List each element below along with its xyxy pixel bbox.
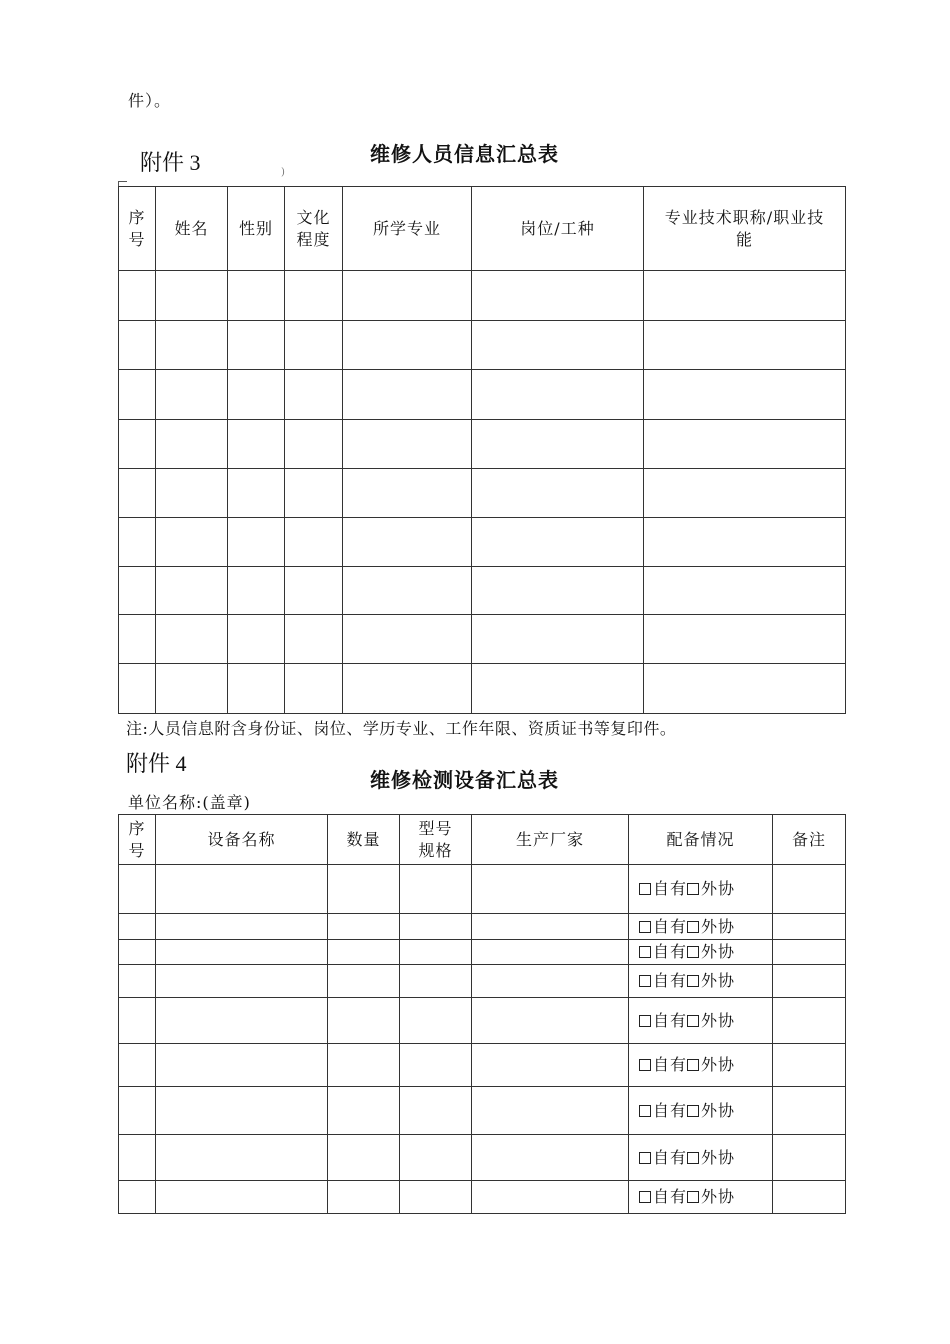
configuration-cell [629, 1135, 773, 1181]
owned-option-label: 自有 [653, 1100, 688, 1120]
table-row [119, 914, 846, 940]
table-cell [285, 469, 343, 518]
table-cell [472, 615, 644, 664]
owned-option-label: 自有 [653, 942, 688, 961]
owned-checkbox[interactable] [639, 1191, 651, 1203]
owned-option-label: 自有 [653, 1187, 688, 1206]
table-row [119, 271, 846, 321]
table-cell [644, 420, 846, 469]
configuration-cell [629, 1181, 773, 1214]
table-cell [156, 271, 228, 321]
header-major: 所学专业 [343, 187, 472, 271]
table-cell [119, 1087, 156, 1135]
table-cell [773, 1044, 846, 1087]
table-row [119, 1044, 846, 1087]
table-row [119, 1135, 846, 1181]
table-cell [228, 664, 285, 714]
header-model-spec: 型号 规格 [400, 815, 472, 865]
equipment-table [118, 814, 846, 1214]
table-cell [472, 1044, 629, 1087]
table-cell [156, 965, 328, 998]
table-cell [156, 1044, 328, 1087]
table-cell [343, 664, 472, 714]
table-cell [228, 271, 285, 321]
owned-option-label: 自有 [653, 1010, 688, 1030]
table-cell [156, 370, 228, 420]
table-cell [343, 420, 472, 469]
table-row [119, 664, 846, 714]
header-quantity: 数量 [328, 815, 400, 865]
table-cell [343, 321, 472, 370]
attachment-3-title: 维修人员信息汇总表 [370, 142, 559, 166]
owned-option-label: 自有 [653, 1147, 688, 1167]
table-cell [328, 1087, 400, 1135]
table-cell [285, 567, 343, 615]
table-cell [644, 615, 846, 664]
table-cell [156, 914, 328, 940]
table-cell [343, 271, 472, 321]
table-cell [644, 664, 846, 714]
table-cell [156, 567, 228, 615]
table-cell [119, 865, 156, 914]
table-cell [328, 865, 400, 914]
outsourced-option-label: 外协 [701, 1147, 736, 1167]
table-cell [343, 469, 472, 518]
table-cell [156, 940, 328, 965]
table-cell [285, 321, 343, 370]
table-cell [285, 615, 343, 664]
owned-checkbox[interactable] [639, 1105, 651, 1117]
table-row [119, 998, 846, 1044]
table-cell [156, 469, 228, 518]
table-cell [400, 940, 472, 965]
personnel-header-row [119, 187, 846, 271]
table-cell [472, 420, 644, 469]
table-cell [328, 998, 400, 1044]
header-seq: 序 号 [119, 187, 156, 271]
table-cell [400, 998, 472, 1044]
table-cell [773, 965, 846, 998]
table-cell [328, 1181, 400, 1214]
table-cell [119, 1044, 156, 1087]
table-cell [228, 615, 285, 664]
table-cell [285, 271, 343, 321]
table-cell [472, 469, 644, 518]
table-row [119, 567, 846, 615]
owned-checkbox[interactable] [639, 921, 651, 933]
table-cell [773, 940, 846, 965]
table-cell [228, 469, 285, 518]
table-cell [644, 271, 846, 321]
configuration-cell [629, 998, 773, 1044]
table-cell [472, 370, 644, 420]
header-professional-title: 专业技术职称/职业技 能 [644, 187, 846, 271]
owned-checkbox[interactable] [639, 975, 651, 987]
owned-checkbox[interactable] [639, 1059, 651, 1071]
owned-option-label: 自有 [653, 1055, 688, 1074]
table-cell [400, 1087, 472, 1135]
table-cell [119, 1135, 156, 1181]
outsourced-checkbox[interactable] [687, 975, 699, 987]
outsourced-checkbox[interactable] [687, 921, 699, 933]
table-cell [228, 518, 285, 567]
table-cell [472, 567, 644, 615]
table-row [119, 518, 846, 567]
table-cell [343, 615, 472, 664]
table-cell [472, 664, 644, 714]
unit-name-label: 单位名称:(盖章) [128, 793, 251, 812]
owned-option-label: 自有 [653, 879, 688, 898]
table-row [119, 1087, 846, 1135]
table-cell [472, 271, 644, 321]
outsourced-checkbox[interactable] [687, 1152, 699, 1164]
configuration-cell [629, 940, 773, 965]
table-cell [400, 1135, 472, 1181]
table-cell [644, 321, 846, 370]
table-cell [156, 865, 328, 914]
table-cell [328, 1044, 400, 1087]
outsourced-option-label: 外协 [701, 1055, 736, 1074]
personnel-table [118, 186, 846, 714]
table-cell [773, 914, 846, 940]
table-cell [400, 1181, 472, 1214]
header-name: 姓名 [156, 187, 228, 271]
table-cell [119, 518, 156, 567]
table-cell [773, 1087, 846, 1135]
outsourced-option-label: 外协 [701, 879, 736, 898]
table-row [119, 469, 846, 518]
table-cell [472, 1135, 629, 1181]
table-row [119, 321, 846, 370]
table-cell [285, 664, 343, 714]
table-cell [228, 370, 285, 420]
table-row [119, 965, 846, 998]
configuration-cell [629, 1087, 773, 1135]
table-row [119, 865, 846, 914]
header-equipment-name: 设备名称 [156, 815, 328, 865]
outsourced-option-label: 外协 [701, 1100, 736, 1120]
table-cell [119, 370, 156, 420]
table-cell [644, 567, 846, 615]
table-cell [328, 965, 400, 998]
outsourced-checkbox[interactable] [687, 1059, 699, 1071]
table-cell [472, 998, 629, 1044]
outsourced-option-label: 外协 [701, 971, 736, 990]
table-cell [472, 914, 629, 940]
table-cell [119, 998, 156, 1044]
owned-option-label: 自有 [653, 971, 688, 990]
table-cell [400, 865, 472, 914]
owned-option-label: 自有 [653, 916, 688, 936]
table-cell [472, 865, 629, 914]
header-seq: 序 号 [119, 815, 156, 865]
table-cell [228, 567, 285, 615]
table-cell [773, 1181, 846, 1214]
header-configuration: 配备情况 [629, 815, 773, 865]
table-cell [773, 998, 846, 1044]
table-cell [228, 420, 285, 469]
table-cell [644, 518, 846, 567]
table-cell [119, 615, 156, 664]
table-cell [119, 420, 156, 469]
header-gender: 性别 [228, 187, 285, 271]
table-row [119, 615, 846, 664]
table-cell [644, 469, 846, 518]
table-cell [285, 370, 343, 420]
table-cell [400, 965, 472, 998]
header-manufacturer: 生产厂家 [472, 815, 629, 865]
outsourced-option-label: 外协 [701, 916, 736, 936]
table-cell [472, 965, 629, 998]
table-cell [119, 940, 156, 965]
table-cell [328, 1135, 400, 1181]
table-cell [156, 998, 328, 1044]
table-cell [228, 321, 285, 370]
table-cell [119, 567, 156, 615]
outsourced-option-label: 外协 [701, 1187, 736, 1206]
owned-checkbox[interactable] [639, 1015, 651, 1027]
owned-checkbox[interactable] [639, 883, 651, 895]
table-cell [119, 271, 156, 321]
equipment-header-row [119, 815, 846, 865]
outsourced-option-label: 外协 [701, 1010, 736, 1030]
table-cell [773, 865, 846, 914]
table-cell [773, 1135, 846, 1181]
header-remark: 备注 [773, 815, 846, 865]
configuration-cell [629, 865, 773, 914]
table-cell [156, 1087, 328, 1135]
table-cell [156, 1135, 328, 1181]
table-cell [400, 1044, 472, 1087]
table-cell [119, 965, 156, 998]
header-education: 文化 程度 [285, 187, 343, 271]
table-cell [285, 420, 343, 469]
table-row [119, 370, 846, 420]
owned-checkbox[interactable] [639, 1152, 651, 1164]
configuration-cell [629, 914, 773, 940]
table-cell [400, 914, 472, 940]
table-row [119, 1181, 846, 1214]
table-cell [119, 1181, 156, 1214]
outsourced-checkbox[interactable] [687, 1105, 699, 1117]
table-cell [343, 370, 472, 420]
header-post: 岗位/工种 [472, 187, 644, 271]
outsourced-checkbox[interactable] [687, 883, 699, 895]
table-cell [156, 420, 228, 469]
table-cell [119, 469, 156, 518]
configuration-cell [629, 1044, 773, 1087]
table-cell [472, 1181, 629, 1214]
table-cell [156, 615, 228, 664]
table-cell [156, 664, 228, 714]
personnel-note: 注:人员信息附含身份证、岗位、学历专业、工作年限、资质证书等复印件。 [126, 719, 677, 738]
table-cell [156, 321, 228, 370]
table-cell [328, 940, 400, 965]
table-cell [285, 518, 343, 567]
table-cell [472, 518, 644, 567]
table-cell [119, 321, 156, 370]
configuration-cell [629, 965, 773, 998]
paren-mark: ) [281, 167, 285, 178]
table-cell [156, 518, 228, 567]
table-cell [119, 914, 156, 940]
outsourced-option-label: 外协 [701, 942, 736, 961]
owned-checkbox[interactable] [639, 946, 651, 958]
attachment-4-label: 附件 4 [126, 751, 187, 776]
table-row [119, 420, 846, 469]
outsourced-checkbox[interactable] [687, 946, 699, 958]
table-cell [156, 1181, 328, 1214]
table-cell [343, 567, 472, 615]
table-cell [472, 940, 629, 965]
attachment-3-label: 附件 3 [140, 150, 201, 175]
table-cell [644, 370, 846, 420]
outsourced-checkbox[interactable] [687, 1015, 699, 1027]
table-cell [328, 914, 400, 940]
table-cell [472, 1087, 629, 1135]
table-row [119, 940, 846, 965]
attachment-4-title: 维修检测设备汇总表 [370, 768, 559, 792]
table-cell [119, 664, 156, 714]
outsourced-checkbox[interactable] [687, 1191, 699, 1203]
table-cell [343, 518, 472, 567]
table-cell [472, 321, 644, 370]
preceding-text-fragment: 件）。 [128, 91, 172, 110]
